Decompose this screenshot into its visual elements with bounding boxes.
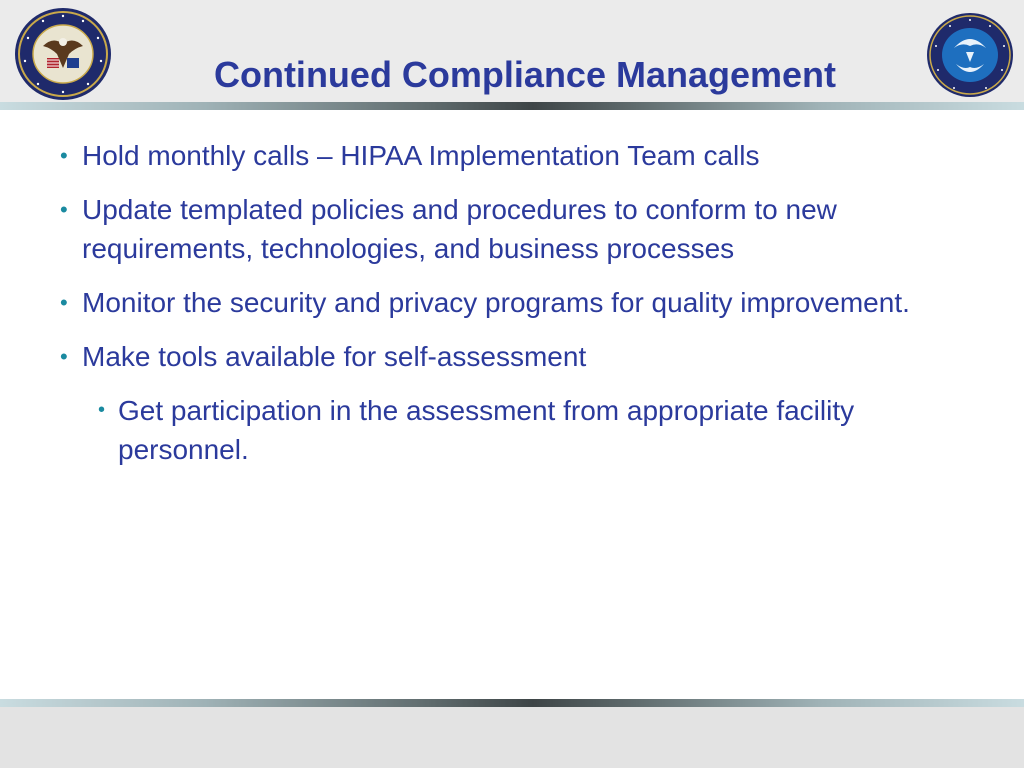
sub-bullet-dot-icon: • xyxy=(98,399,106,421)
sub-bullet-item xyxy=(98,391,980,469)
va-seal-logo xyxy=(13,6,113,102)
bullet-item xyxy=(60,337,980,376)
bullet-text: Hold monthly calls – HIPAA Implementation Team calls xyxy=(82,140,760,171)
bullet-text: Monitor the security and privacy programs for quality improvement. xyxy=(82,287,910,318)
bullet-text: Update templated policies and procedures to conform to new requirements, technologies, and business processes xyxy=(82,194,837,264)
slide-title: Continued Compliance Management xyxy=(213,54,837,96)
vha-cbo-seal-logo xyxy=(926,12,1014,98)
bullet-item xyxy=(60,136,980,175)
bullet-text: Make tools available for self-assessment xyxy=(82,341,587,372)
slide-footer xyxy=(0,707,1024,768)
slide-body xyxy=(60,136,980,469)
sub-bullet-text: Get participation in the assessment from appropriate facility personnel. xyxy=(118,395,855,465)
bullet-item xyxy=(60,283,980,322)
bullet-dot-icon: • xyxy=(60,344,68,369)
bullet-dot-icon: • xyxy=(60,143,68,168)
bullet-dot-icon: • xyxy=(60,197,68,222)
header-divider xyxy=(0,102,1024,110)
bullet-dot-icon: • xyxy=(60,290,68,315)
bullet-item xyxy=(60,190,980,268)
footer-divider xyxy=(0,699,1024,707)
